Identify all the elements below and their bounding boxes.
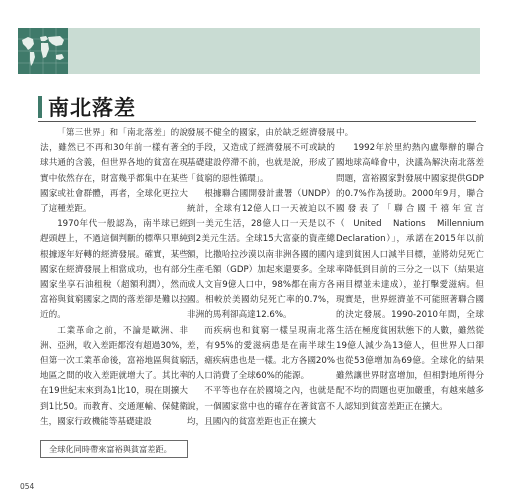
paragraph: 根據聯合國開發計畫署（UNDP）統計，全球有12億人口一天被迫以不到一美元生活，28億人口一天是以不到2美元生活。全球15大富豪的資產總額，比撒哈拉沙漠以南非洲各國的國內生產毛額（GDP）加起來還要多。全球成人文盲9億人口中，98%都在南方各國。相較於美國幼兒死亡率的0.7%，非洲的馬利卻高達12.6%。 — [187, 188, 335, 321]
paragraph: 「第三世界」和「南北落差」的說法，雖然已不再和30年前一樣有著全球共通的含義，但世界各地的貧富在現實中依然存在，財富幾乎都集中在某些國家或社會群體，再者，全球化更拉大了這種差距。 — [40, 128, 188, 215]
paragraph: 工業革命之前，不論是歐洲、非洲、亞洲，收入差距都沒有超過30%，但第一次工業革命後，富裕地區與貧窮地區之間的收入差距就增大了。其比率在19世紀末來到為1比10，現在則擴大到1比50。而教育、交通運輸、保健衛生，國家行政機能等基礎建設 — [40, 325, 189, 427]
paragraph: 1970年代一般認為，南半球已經趕頭趕上，不過這個判斷的標準只單純根據逐年好轉的經濟發展。確實，某些國家在經濟發展上相當成功，也有部分國家坐享石油租稅（超額利潤），然而富裕與貧窮國家之間的落差卻是難以拉近的。 — [40, 219, 188, 321]
paragraph: 而疾病也和貧窮一樣呈現南北落差，有95%的愛滋病患是在南半球生活，瘧疾病患也是一樣。北方各國20%的人口消費了全球60%的能源。 — [187, 325, 336, 382]
text-column-3 — [336, 126, 484, 415]
figure-caption: 全球化同時帶來富裕與貧富差距。 — [49, 443, 172, 454]
heading-accent-bar — [38, 96, 42, 118]
text-column-2 — [187, 126, 335, 430]
header-band-fill — [68, 28, 480, 74]
section-heading — [38, 92, 136, 122]
world-map-graphic — [18, 28, 68, 74]
figure-caption-box — [40, 440, 188, 458]
text-column-1 — [40, 126, 188, 430]
paragraph: 1992年於里約熱內盧舉辦的聯合國地球高峰會中，決議為解決南北落差問題，富裕國家對發展中國家提供GDP的0.7%作為援助。2000年9月，聯合國發表了「聯合國千禧年宣言（United Nations Millennium Declaration）」，承諾在2015年以前達到貧困人口減半目標，並將幼兒死亡率降低到目前的三分之一以下（結果這兩目標並未達成），並打擊愛滋病。但現實是，世界經濟並不可能照著聯合國的決定發展。1990-2010年間，全球生活在極度貧困狀態下的人數，雖然從19億人減少為13億人，但世界人口卻也從53億增加為69億。全球化的結果雖然讓世界財富增加，但相對地所得分配不均的問題也更加嚴重，有越來越多人認知到貧富差距正在擴大。 — [336, 143, 484, 412]
paragraph-continuation: 中。 — [336, 128, 354, 138]
page-title: 南北落差 — [48, 95, 136, 120]
world-map-icon — [18, 28, 68, 74]
paragraph: 發展不健全的國家，由於缺乏經濟發展的手段，又造成了經濟發展不可或缺的基礎建設停滯不前，也就是說，形成了「貧窮的惡性循環」。 — [187, 128, 335, 184]
page-number: 054 — [20, 482, 35, 491]
title-rule — [38, 121, 476, 122]
chapter-header-band — [18, 28, 480, 74]
paragraph: 不平等也存在於國境之內，也就是說，一個國家當中也的確存在著貧富不均，且國內的貧富差距也正在擴大 — [187, 386, 335, 427]
